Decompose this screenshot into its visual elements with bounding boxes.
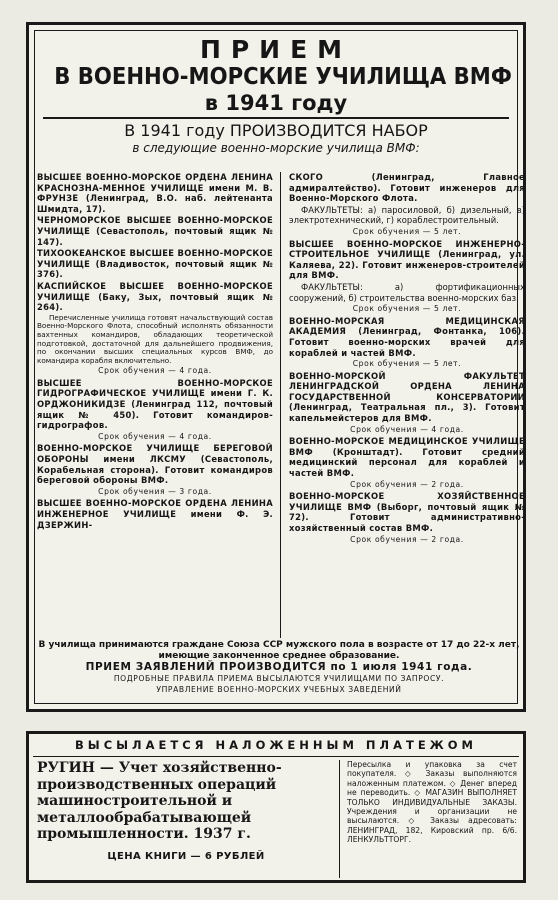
- school-entry: ВОЕННО-МОРСКОЙ ФАКУЛЬТЕТ ЛЕНИНГРАДСКОЙ ОРДЕНА ЛЕНИНА ГОСУДАРСТВЕННОЙ КОНСЕРВАТОРИИ (Ленинград, Театральная пл., 3). Готовит капельмейстеров для ВМФ.: [289, 370, 525, 424]
- duration-text: Срок обучения — 4 года.: [98, 366, 212, 376]
- faculties-text: ФАКУЛЬТЕТЫ: а) паросиловой, б) дизельный, в) электротехнический, г) кораблестроительный.: [289, 204, 525, 226]
- duration-text: Срок обучения — 4 года.: [350, 424, 464, 434]
- admission-rules: ПОДРОБНЫЕ ПРАВИЛА ПРИЕМА ВЫСЫЛАЮТСЯ УЧИЛИЩАМИ ПО ЗАПРОСУ.: [113, 674, 445, 683]
- ad-book-title: РУГИН — Учет хозяйственно-производственных операций машиностроительной и металлообрабатывающей промышленности. 1937 г.: [37, 760, 282, 842]
- school-entry: ВЫСШЕЕ ВОЕННО-МОРСКОЕ ИНЖЕНЕРНО-СТРОИТЕЛЬНОЕ УЧИЛИЩЕ (Ленинград, ул. Каляева, 22). Готовит инженеров-строителей для ВМФ.: [289, 238, 525, 281]
- applications-deadline: ПРИЕМ ЗАЯВЛЕНИЙ ПРОИЗВОДИТСЯ по 1 июля 1941 года.: [85, 661, 473, 673]
- ad-divider: [33, 756, 519, 757]
- note-text: Перечисленные училища готовят начальствующий состав Военно-Морского Флота, способный исполнять обязанности вахтенных командиров, обладающих теоретической подготовкой, достаточной для дальнейшего продвижения, по окончании высших специальных курсов ВМФ, до командира корабля включительно.: [37, 312, 273, 365]
- ad-column-divider: [339, 760, 340, 878]
- duration-text: Срок обучения — 2 года.: [350, 534, 464, 544]
- schools-list: [30, 172, 525, 640]
- ad-order-terms: Пересылка и упаковка за счет покупателя. ◇ Заказы выполняются наложенным платежом. ◇ Денег вперед не переводить. ◇ МАГАЗИН ВЫПОЛНЯЕТ ТОЛЬКО ИНДИВИДУАЛЬНЫЕ ЗАКАЗЫ. Учреждения и организации не высылаются. ◇ Заказы адресовать: ЛЕНИНГРАД, 182, Кировский пр. 6/6. ЛЕНКУЛЬТТОРГ.: [347, 760, 517, 845]
- duration-text: Срок обучения — 2 года.: [350, 479, 464, 489]
- poster-subtitle-2: в следующие военно-морские училища ВМФ:: [132, 141, 420, 155]
- school-entry: СКОГО (Ленинград, Главное адмиралтейство). Готовит инженеров для Военно-Морского Флота.: [289, 172, 525, 204]
- poster-year: в 1941 году: [204, 91, 348, 115]
- school-entry: ВЫСШЕЕ ВОЕННО-МОРСКОЕ ОРДЕНА ЛЕНИНА ИНЖЕНЕРНОЕ УЧИЛИЩЕ имени Ф. Э. ДЗЕРЖИН-: [37, 498, 273, 530]
- ad-book-info: [37, 760, 335, 865]
- school-entry: ВОЕННО-МОРСКОЕ МЕДИЦИНСКОЕ УЧИЛИЩЕ ВМФ (Кронштадт). Готовит средний медицинский персонал для кораблей и частей ВМФ.: [289, 436, 525, 479]
- poster-subtitle: В 1941 году ПРОИЗВОДИТСЯ НАБОР: [124, 121, 428, 140]
- ad-header: ВЫСЫЛАЕТСЯ НАЛОЖЕННЫМ ПЛАТЕЖОМ: [75, 738, 477, 752]
- book-advertisement: [26, 731, 526, 883]
- school-entry: ВОЕННО-МОРСКОЕ УЧИЛИЩЕ БЕРЕГОВОЙ ОБОРОНЫ имени ЛКСМУ (Севастополь, Корабельная сторона). Готовит командиров береговой обороны ВМФ.: [37, 443, 273, 486]
- schools-left-column: [37, 172, 273, 638]
- duration-text: Срок обучения — 5 лет.: [352, 359, 462, 369]
- ad-book-price: ЦЕНА КНИГИ — 6 РУБЛЕЙ: [107, 850, 265, 862]
- school-entry: ВЫСШЕЕ ВОЕННО-МОРСКОЕ ОРДЕНА ЛЕНИНА КРАСНОЗНА-МЕННОЕ УЧИЛИЩЕ имени М. В. ФРУНЗЕ (Ленинград, В.О. наб. лейтенанта Шмидта, 17).: [37, 172, 273, 214]
- school-entry: ВОЕННО-МОРСКОЕ ХОЗЯЙСТВЕННОЕ УЧИЛИЩЕ ВМФ (Выборг, почтовый ящик № 72). Готовит административно-хозяйственный состав ВМФ.: [289, 491, 525, 533]
- school-entry: КАСПИЙСКОЕ ВЫСШЕЕ ВОЕННО-МОРСКОЕ УЧИЛИЩЕ (Баку, Зых, почтовый ящик № 264).: [37, 280, 273, 313]
- issuing-authority: УПРАВЛЕНИЕ ВОЕННО-МОРСКИХ УЧЕБНЫХ ЗАВЕДЕНИЙ: [156, 685, 402, 694]
- school-entry: ВОЕННО-МОРСКАЯ МЕДИЦИНСКАЯ АКАДЕМИЯ (Ленинград, Фонтанка, 106). Готовит военно-морских врачей для кораблей и частей ВМФ.: [289, 315, 525, 358]
- duration-text: Срок обучения — 3 года.: [98, 486, 212, 496]
- column-divider: [280, 172, 281, 638]
- poster-title-line-2: В ВОЕННО-МОРСКИЕ УЧИЛИЩА ВМФ: [54, 64, 512, 90]
- admission-notes: [36, 640, 522, 695]
- duration-text: Срок обучения — 4 года.: [98, 431, 212, 441]
- poster-title: ПРИЕМ: [199, 35, 353, 64]
- school-entry: ТИХООКЕАНСКОЕ ВЫСШЕЕ ВОЕННО-МОРСКОЕ УЧИЛИЩЕ (Владивосток, почтовый ящик № 376).: [37, 248, 273, 280]
- school-entry: ВЫСШЕЕ ВОЕННО-МОРСКОЕ ГИДРОГРАФИЧЕСКОЕ УЧИЛИЩЕ имени Г. К. ОРДЖОНИКИДЗЕ (Ленинград 112, почтовый ящик № 450). Готовит командиров-гидрографов.: [37, 377, 273, 431]
- faculties-text: ФАКУЛЬТЕТЫ: а) фортификационных сооружений, б) строительства военно-морских баз.: [289, 281, 525, 303]
- school-entry: ЧЕРНОМОРСКОЕ ВЫСШЕЕ ВОЕННО-МОРСКОЕ УЧИЛИЩЕ (Севастополь, почтовый ящик № 147).: [37, 215, 273, 247]
- admission-requirements: В училища принимаются граждане Союза ССР мужского пола в возрасте от 17 до 22-х лет, имеющие законченное среднее образование.: [38, 640, 520, 661]
- duration-text: Срок обучения — 5 лет.: [352, 304, 462, 314]
- schools-right-column: [289, 172, 525, 638]
- title-divider: [43, 117, 509, 119]
- duration-text: Срок обучения — 5 лет.: [352, 226, 462, 236]
